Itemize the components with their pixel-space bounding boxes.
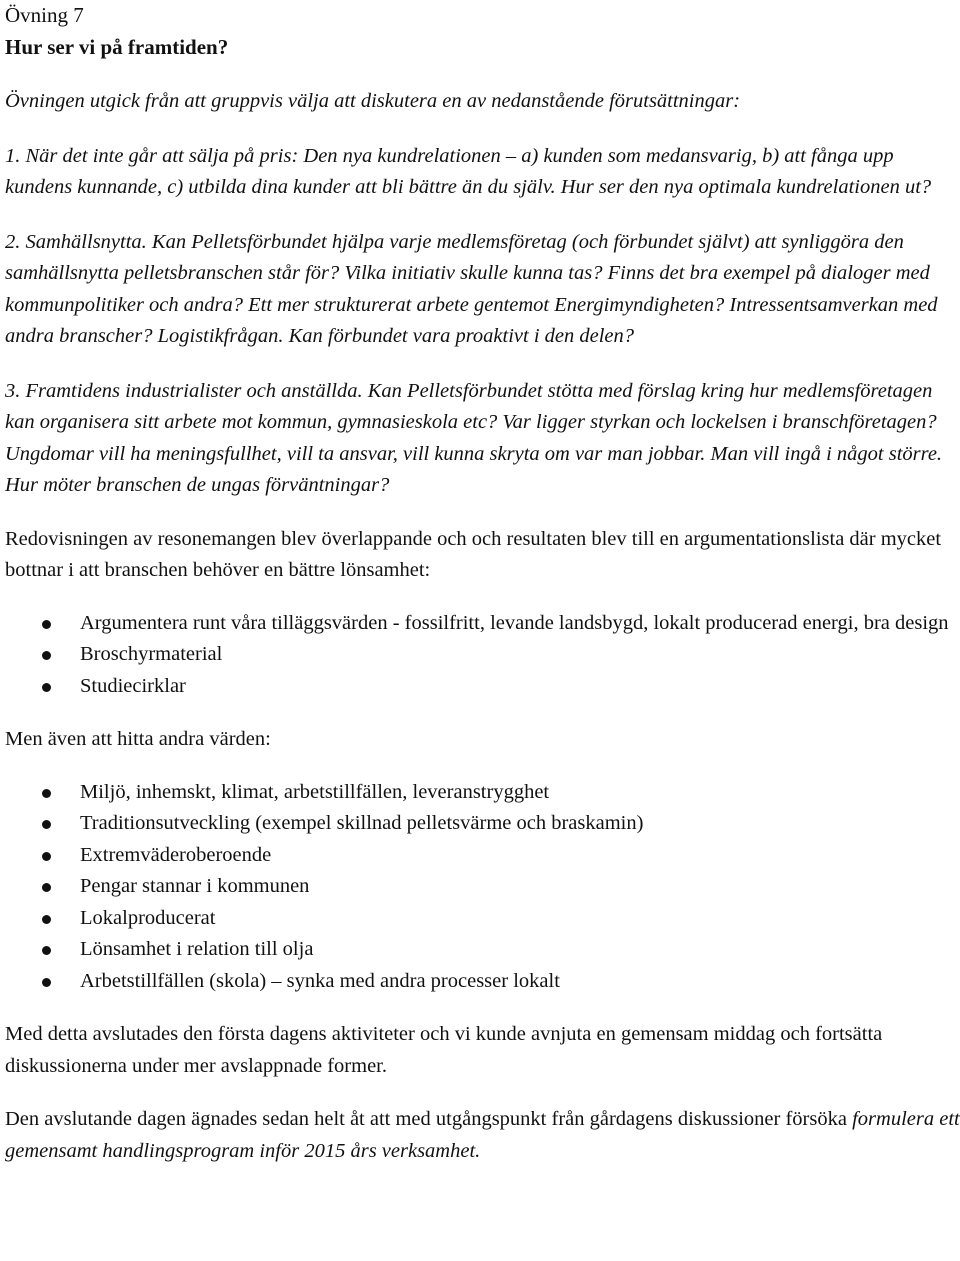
bullet-icon [42, 852, 51, 861]
list-item: Argumentera runt våra tilläggsvärden - fossilfritt, levande landsbygd, lokalt producerad energi, bra design [5, 608, 960, 640]
values-list [5, 777, 960, 998]
bullet-icon [42, 820, 51, 829]
argument-list [5, 608, 960, 703]
list-item: Lönsamhet i relation till olja [5, 934, 960, 966]
exercise-label: Övning 7 [5, 3, 84, 27]
list-item: Miljö, inhemskt, klimat, arbetstillfällen, leveranstrygghet [5, 777, 960, 809]
list-item: Lokalproducerat [5, 903, 960, 935]
document-page [5, 0, 960, 1167]
bullet-icon [42, 915, 51, 924]
list-item: Traditionsutveckling (exempel skillnad pelletsvärme och braskamin) [5, 808, 960, 840]
page-title: Hur ser vi på framtiden? [5, 34, 229, 59]
list-item: Arbetstillfällen (skola) – synka med andra processer lokalt [5, 966, 960, 998]
bullet-icon [42, 651, 51, 660]
bullet-icon [42, 978, 51, 987]
list-item: Broschyrmaterial [5, 639, 960, 671]
bullet-icon [42, 683, 51, 692]
closing-paragraph-2: Den avslutande dagen ägnades sedan helt åt att med utgångspunkt från gårdagens diskussioner försöka formulera ett gemensamt handlingsprogram inför 2015 års verksamhet. [5, 1108, 960, 1162]
other-values-intro: Men även att hitta andra värden: [5, 728, 271, 750]
discussion-item-3: 3. Framtidens industrialister och anställda. Kan Pelletsförbundet stötta med förslag kring hur medlemsföretagen kan organisera sitt arbete mot kommun, gymnasieskola etc? Var ligger styrkan och lockelsen i branschföretagen? Ungdomar vill ha meningsfullhet, vill ta ansvar, vill kunna skryta om var man jobbar. Man vill ingå i något större. Hur möter branschen de ungas förväntningar? [5, 379, 943, 496]
bullet-icon [42, 620, 51, 629]
bullet-icon [42, 789, 51, 798]
list-item: Studiecirklar [5, 671, 960, 703]
list-item: Pengar stannar i kommunen [5, 871, 960, 903]
intro-text: Övningen utgick från att gruppvis välja att diskutera en av nedanstående förutsättningar: [5, 90, 741, 112]
discussion-item-1: 1. När det inte går att sälja på pris: Den nya kundrelationen – a) kunden som medansvarig, b) att fånga upp kundens kunnande, c) utbilda dina kunder att bli bättre än du själv. Hur ser den nya optimala kundrelationen ut? [5, 144, 932, 198]
closing-paragraph-1: Med detta avslutades den första dagens aktiviteter och vi kunde avnjuta en gemensam middag och fortsätta diskussionerna under mer avslappnade former. [5, 1023, 883, 1077]
list-item: Extremväderoberoende [5, 840, 960, 872]
discussion-item-2: 2. Samhällsnytta. Kan Pelletsförbundet hjälpa varje medlemsföretag (och förbundet självt) att synliggöra den samhällsnytta pelletsbranschen står för? Vilka initiativ skulle kunna tas? Finns det bra exempel på dialoger med kommunpolitiker och andra? Ett mer strukturerat arbete gentemot Energimyndigheten? Intressentsamverkan med andra branscher? Logistikfrågan. Kan förbundet vara proaktivt i den delen? [5, 230, 938, 347]
summary-paragraph: Redovisningen av resonemangen blev överlappande och och resultaten blev till en argumentationslista där mycket bottnar i att branschen behöver en bättre lönsamhet: [5, 527, 942, 581]
bullet-icon [42, 883, 51, 892]
bullet-icon [42, 946, 51, 955]
